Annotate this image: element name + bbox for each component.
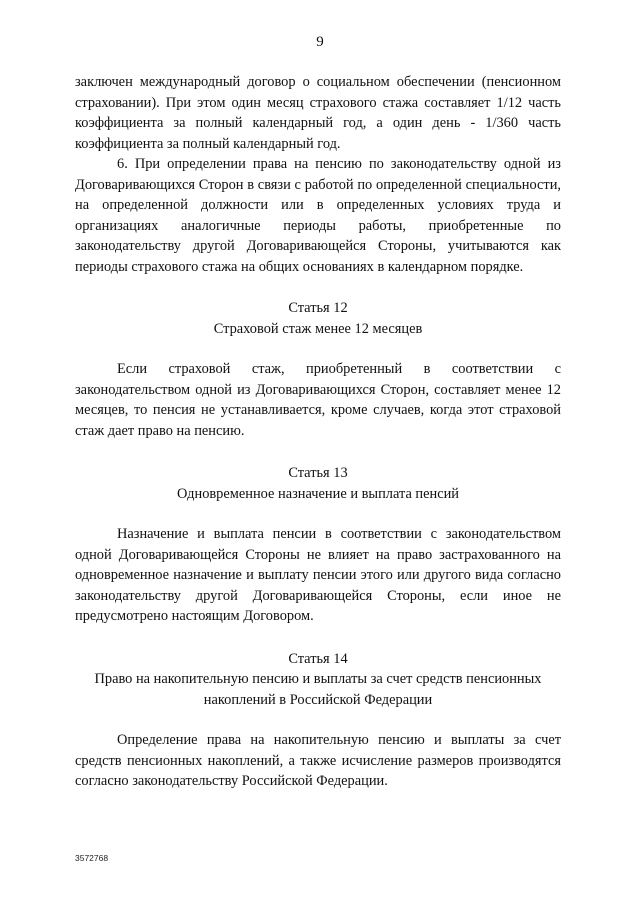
article-14-number: Статья 14 xyxy=(288,650,348,667)
article-14-text: Определение права на накопительную пенсию и выплаты за счет средств пенсионных накоплений, а также исчисление размеров производятся согласно законодательству Российской Федерации. xyxy=(75,732,561,789)
page-number: 9 xyxy=(316,34,324,50)
document-body xyxy=(75,72,561,792)
article-14-title: Право на накопительную пенсию и выплаты за счет средств пенсионных накоплений в Российской Федерации xyxy=(94,671,542,708)
article-12-number: Статья 12 xyxy=(288,300,348,316)
document-code: 3572768 xyxy=(75,853,109,863)
article-12-title: Страховой стаж менее 12 месяцев xyxy=(213,320,423,337)
article-13-title: Одновременное назначение и выплата пенсий xyxy=(176,485,460,502)
article-13-text: Назначение и выплата пенсии в соответствии с законодательством одной Договаривающейся Стороны не влияет на право застрахованного на одновременное назначение и выплату пенсии этого или другого вида согласно законодательству другой Договаривающейся Стороны, если иное не предусмотрено настоящим Договором. xyxy=(75,526,561,624)
paragraph-6: 6. При определении права на пенсию по законодательству одной из Договаривающихся Сторон в связи с работой по определенной специальности, на определенной должности или в определенных условиях труда и организациях аналогичные периоды работы, приобретенные по законодательству другой Договаривающейся Стороны, учитываются как периоды страхового стажа на общих основаниях в календарном порядке. xyxy=(75,156,561,275)
article-13-number: Статья 13 xyxy=(288,465,348,481)
continuation-paragraph: заключен международный договор о социальном обеспечении (пенсионном страховании). При этом один месяц страхового стажа составляет 1/12 часть коэффициента за полный календарный год, а один день - 1/360 часть коэффициента за полный календарный год. xyxy=(75,74,561,152)
article-12-text: Если страховой стаж, приобретенный в соответствии с законодательством одной из Договаривающихся Сторон, составляет менее 12 месяцев, то пенсия не устанавливается, кроме случаев, когда этот страховой стаж дает право на пенсию. xyxy=(75,361,561,439)
